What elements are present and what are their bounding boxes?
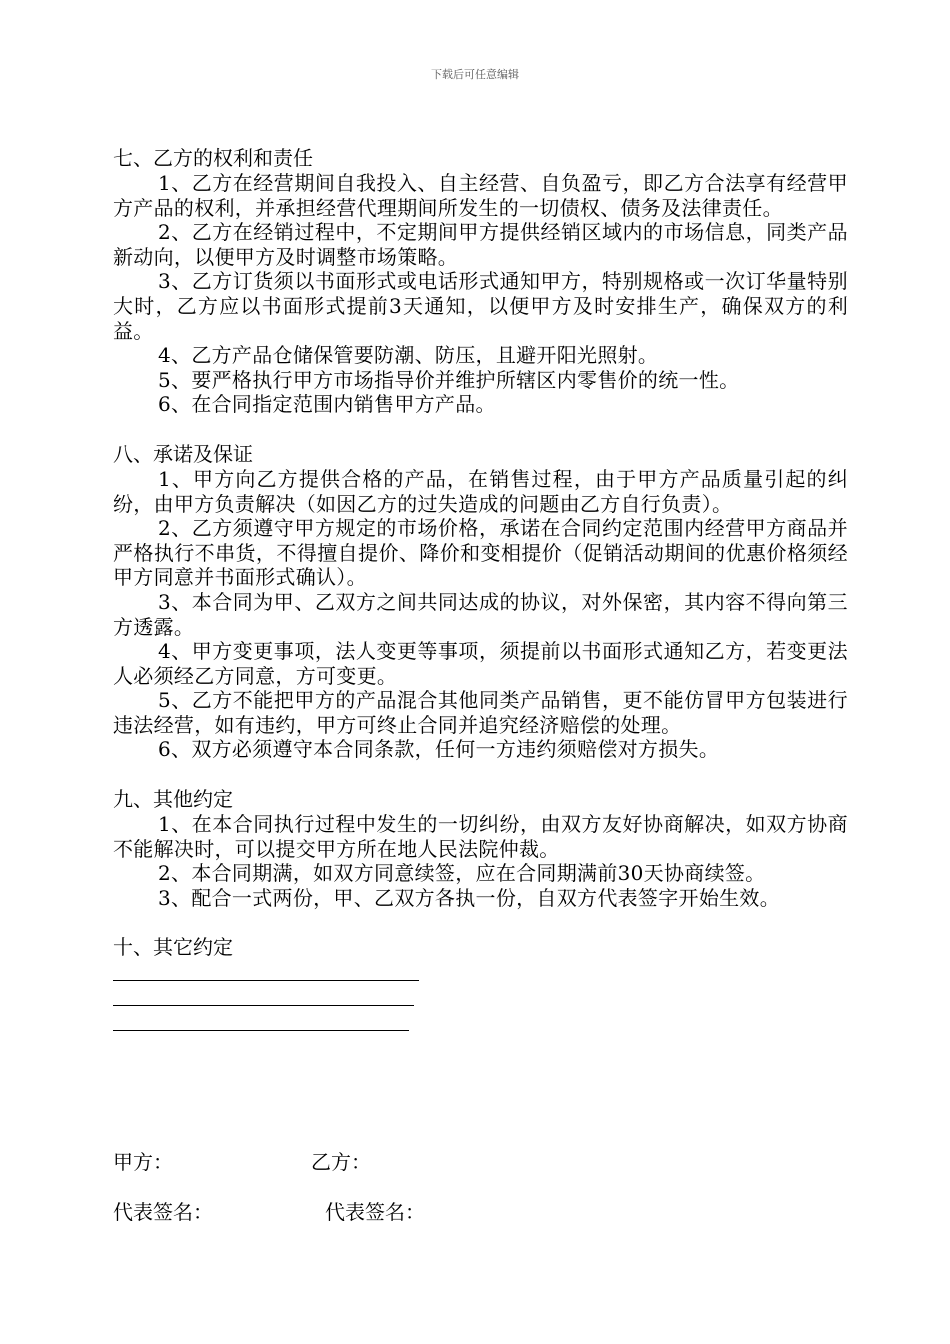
section-gap (113, 417, 848, 442)
party-a-label: 甲方： (113, 1150, 173, 1174)
clause-8-2: 2、乙方须遵守甲方规定的市场价格，承诺在合同约定范围内经营甲方商品并严格执行不串货，不得擅自提价、降价和变相提价（促销活动期间的优惠价格须经甲方同意并书面形式确认）。 (113, 516, 848, 590)
section-title-7: 七、乙方的权利和责任 (113, 146, 313, 170)
clause-7-6: 6、在合同指定范围内销售甲方产品。 (158, 392, 496, 417)
blank-fill-line[interactable] (113, 960, 419, 981)
party-a-signature-label: 代表签名： (113, 1200, 213, 1224)
party-b-label: 乙方： (311, 1150, 371, 1174)
section-title-8: 八、承诺及保证 (113, 441, 253, 466)
clause-8-5: 5、乙方不能把甲方的产品混合其他同类产品销售，更不能仿冒甲方包装进行违法经营，如有违约，甲方可终止合同并追究经济赔偿的处理。 (113, 688, 848, 737)
clause-9-1: 1、在本合同执行过程中发生的一切纠纷，由双方友好协商解决，如双方协商不能解决时，可以提交甲方所在地人民法院仲裁。 (113, 812, 848, 861)
clause-7-2: 2、乙方在经销过程中，不定期间甲方提供经销区域内的市场信息，同类产品新动向，以便甲方及时调整市场策略。 (113, 220, 848, 269)
section-gap (113, 910, 848, 935)
clause-7-4: 4、乙方产品仓储保管要防潮、防压，且避开阳光照射。 (158, 343, 659, 368)
section-gap (113, 762, 848, 787)
clause-8-3: 3、本合同为甲、乙双方之间共同达成的协议，对外保密，其内容不得向第三方透露。 (113, 589, 848, 639)
section-title-10: 十、其它约定 (113, 935, 233, 960)
section-title-9: 九、其他约定 (113, 787, 233, 812)
blank-fill-line[interactable] (113, 1010, 409, 1031)
page-header-note: 下载后可任意编辑 (431, 68, 519, 81)
clause-9-2: 2、本合同期满，如双方同意续签，应在合同期满前30天协商续签。 (158, 861, 766, 886)
clause-7-3: 3、乙方订货须以书面形式或电话形式通知甲方，特别规格或一次订华量特别大时，乙方应以书面形式提前3天通知，以便甲方及时安排生产，确保双方的利益。 (113, 269, 848, 343)
clause-7-5: 5、要严格执行甲方市场指导价并维护所辖区内零售价的统一性。 (158, 367, 740, 392)
clause-8-4: 4、甲方变更事项，法人变更等事项，须提前以书面形式通知乙方，若变更法人必须经乙方同意，方可变更。 (113, 639, 848, 688)
blank-fill-line[interactable] (113, 985, 414, 1006)
contract-body (113, 146, 848, 1035)
clause-9-3: 3、配合一式两份，甲、乙双方各执一份，自双方代表签字开始生效。 (158, 885, 781, 910)
clause-8-6: 6、双方必须遵守本合同条款，任何一方违约须赔偿对方损失。 (158, 737, 720, 762)
party-b-signature-label: 代表签名： (325, 1200, 425, 1224)
clause-7-1: 1、乙方在经营期间自我投入、自主经营、自负盈亏，即乙方合法享有经营甲方产品的权利，并承担经营代理期间所发生的一切债权、债务及法律责任。 (113, 171, 848, 220)
clause-8-1: 1、甲方向乙方提供合格的产品，在销售过程，由于甲方产品质量引起的纠纷，由甲方负责解决（如因乙方的过失造成的问题由乙方自行负责）。 (113, 466, 848, 516)
